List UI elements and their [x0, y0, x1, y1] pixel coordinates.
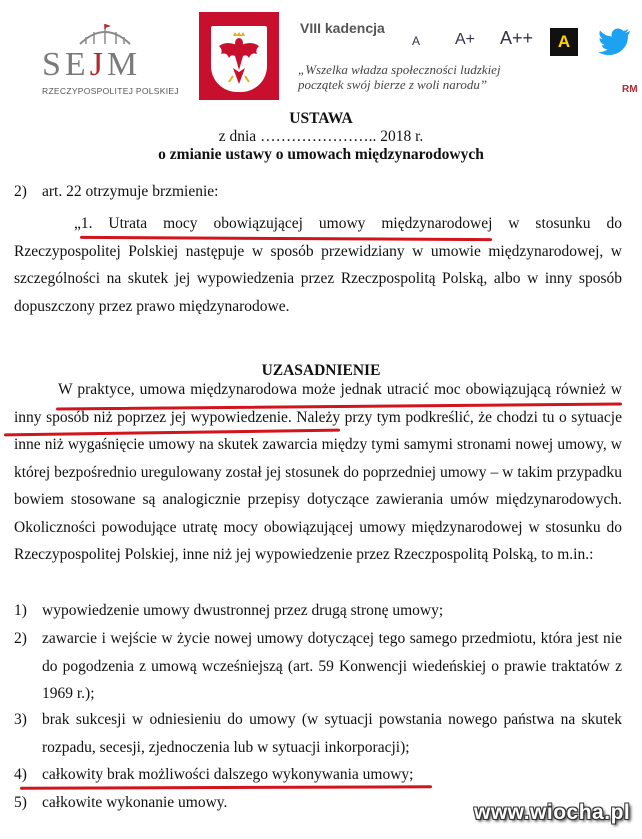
coat-of-arms-banner [199, 12, 279, 100]
header-corner-text[interactable]: RM [622, 84, 638, 95]
high-contrast-button[interactable]: A [550, 28, 578, 56]
logo-subtitle: RZECZYPOSPOLITEJ POLSKIEJ [42, 86, 179, 96]
list-item-text: całkowite wykonanie umowy. [42, 794, 228, 811]
list-item-text: wypowiedzenie umowy dwustronnej przez drugą stronę umowy; [42, 602, 444, 619]
parliament-term: VIII kadencja [300, 20, 385, 36]
list-item-number: 3) [14, 711, 27, 728]
shield [211, 26, 267, 92]
article-text: art. 22 otrzymuje brzmienie: [42, 183, 219, 200]
document-title: USTAWA [289, 110, 353, 127]
sejm-header [0, 0, 642, 100]
sejm-logo[interactable] [0, 0, 180, 100]
motto [298, 62, 501, 92]
list-item-text: zawarcie i wejście w życie nowej umowy dotyczącej tego samego przedmiotu, która jest nie do pogodzenia z umową wcześniejszą (art. 59 Konwencji wiedeńskiej o prawie traktatów z 1969 r.); [42, 630, 622, 702]
list-item-number: 2) [14, 630, 27, 647]
justification-title: UZASADNIENIE [261, 362, 381, 379]
list-item-number: 1) [14, 602, 27, 619]
site-watermark: www.wiocha.pl [474, 801, 631, 824]
sejm-dome-icon [78, 24, 132, 46]
justification-text: W praktyce, umowa międzynarodowa może jednak utracić moc obowiązującą również w inny sposób niż poprzez jej wypowiedzenie. Należy przy tym podkreślić, że chodzi tu o sytuacje inne niż wygaśnięcie umowy na skutek zawarcia między tymi samymi stronami nowej umowy, w której bezpośrednio uregulowany został jej stosunek do poprzedniej umowy – w takim przypadku bowiem stosowane są analogicznie przepisy dotyczące zawierania umów międzynarodowych. Okoliczności powodujące utratę mocy obowiązującej umowy międzynarodowej w stosunku do Rzeczypospolitej Polskiej, inne niż jej wypowiedzenie przez Rzeczpospolitą Polską, to m.in.: [14, 381, 622, 563]
motto-line-1: „Wszelka władza społeczności ludzkiej [298, 62, 501, 77]
font-size-large-button[interactable]: A++ [500, 28, 534, 48]
motto-line-2: początek swój bierze z woli narodu” [298, 77, 488, 92]
logo-wordmark: SEJM [42, 46, 142, 83]
list-item-text: całkowity brak możliwości dalszego wykonywania umowy; [42, 766, 414, 783]
font-size-medium-button[interactable]: A+ [455, 31, 476, 48]
document-date: z dnia ………………….. 2018 r. [218, 128, 424, 145]
twitter-icon[interactable] [598, 24, 632, 58]
list-item-text: brak sukcesji w odniesieniu do umowy (w sytuacji powstania nowego państwa na skutek rozpadu, secesji, zjednoczenia lub w sytuacji inkorporacji); [42, 711, 622, 756]
article-number: 2) [14, 183, 27, 200]
list-item-number: 4) [14, 766, 27, 783]
article-line [14, 178, 614, 206]
polish-eagle-icon [217, 32, 261, 86]
font-size-small-button[interactable]: A [412, 34, 421, 48]
document-subject: o zmianie ustawy o umowach międzynarodowych [158, 146, 484, 163]
list-item-number: 5) [14, 794, 27, 811]
quoted-provision: „1. Utrata mocy obowiązującej umowy międzynarodowej w stosunku do Rzeczypospolitej Polskiej następuje w sposób przewidziany w umowie międzynarodowej, w szczególności na skutek jej wypowiedzenia przez Rzeczpospolitą Polską, albo w inny sposób dopuszczony przez prawo międzynarodowe. [14, 215, 622, 315]
